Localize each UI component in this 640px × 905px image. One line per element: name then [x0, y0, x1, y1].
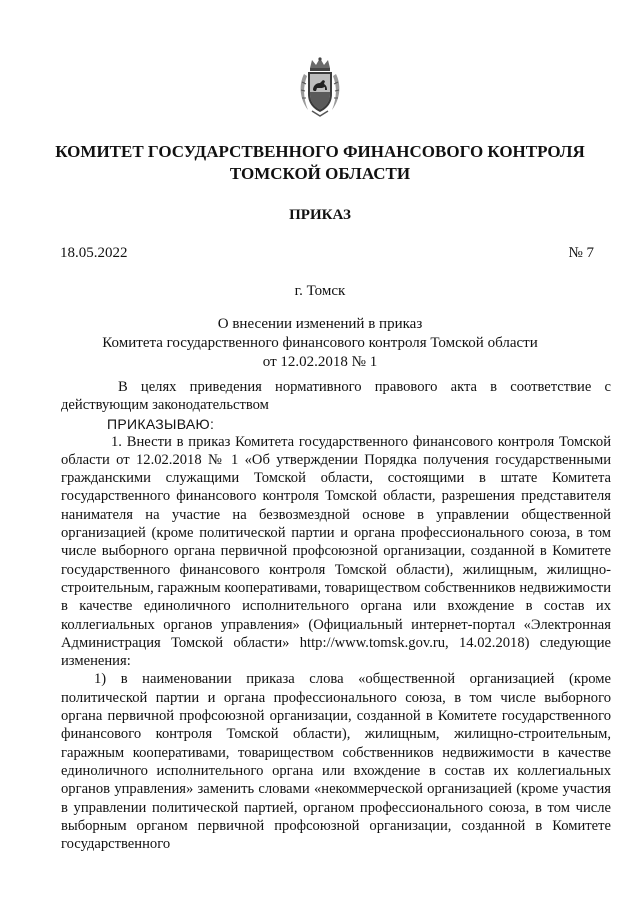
organization-name — [40, 141, 600, 185]
organization-name-line2: ТОМСКОЙ ОБЛАСТИ — [229, 164, 411, 183]
orders-heading: ПРИКАЗЫВАЮ: — [107, 415, 215, 432]
document-type: ПРИКАЗ — [289, 207, 351, 223]
subitem-1-paragraph: 1) в наименовании приказа слова «общественной организацией (кроме политической партии и органа профессионального союза, в том числе выборного органа первичной профсоюзной организации, созданной в Комитете государственного финансового контроля Томской области), жилищным, жилищно-строительным, гаражным кооперативами, товариществом собственников недвижимости в качестве единоличного исполнительного органа или вхождение в состав их коллегиальных органов управления» заменить словами «некоммерческой организацией (кроме участия в управлении политической партией, органом профессионального союза, в том числе выборным органом первичной профсоюзной организации, созданной в Комитете государственного — [61, 671, 611, 853]
item-1-paragraph: 1. Внести в приказ Комитета государственного финансового контроля Томской области от 12.02.2018 № 1 «Об утверждении Порядка получения государственными гражданскими служащими Томской области, состоящими в штате Комитета государственного финансового контроля Томской области, разрешения представителя нанимателя на участие на безвозмездной основе в управлении общественной организацией (кроме политической партии и органа профессионального союза, в том числе выборного органа первичной профсоюзной организации, созданной в Комитете государственного финансового контроля Томской области), жилищным, жилищно-строительным, гаражным кооперативами, товариществом собственников недвижимости в качестве единоличного исполнительного органа или вхождение в состав их коллегиальных органов управления» (Официальный интернет-портал «Электронная Администрация Томской области» http://www.tomsk.gov.ru, 14.02.2018) следующие изменения: — [61, 433, 611, 670]
subject-line2: Комитета государственного финансового контроля Томской области — [102, 335, 538, 351]
document-number: № 7 — [568, 245, 594, 261]
document-date: 18.05.2022 — [60, 245, 128, 261]
document-city: г. Томск — [294, 283, 346, 299]
document-body — [61, 378, 611, 853]
organization-name-line1: КОМИТЕТ ГОСУДАРСТВЕННОГО ФИНАНСОВОГО КОНТРОЛЯ — [55, 142, 585, 161]
tomsk-region-coat-of-arms-icon — [298, 56, 342, 118]
preamble-paragraph: В целях приведения нормативного правового акта в соответствие с действующим законодательством — [61, 379, 611, 414]
subject-line1: О внесении изменений в приказ — [217, 316, 423, 332]
document-subject — [40, 315, 600, 372]
subject-line3: от 12.02.2018 № 1 — [262, 354, 378, 370]
